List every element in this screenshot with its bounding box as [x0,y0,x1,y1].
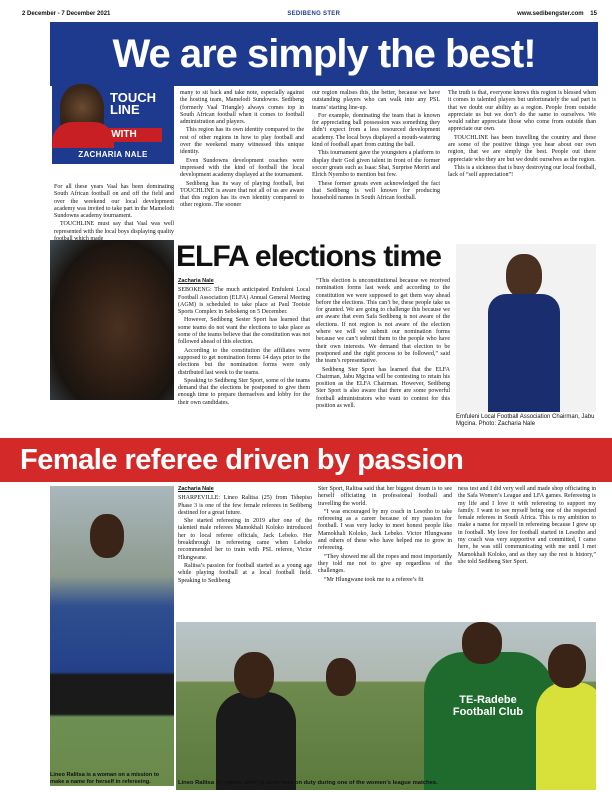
paragraph: Even Sundowns development coaches were impressed with the kind of football the local development academy displayed at the tournament. [180,157,304,179]
website: www.sedibengster.com [517,11,584,17]
paragraph: “I was encouraged by my coach in Lesotho to take refereeing as a career because of my passion for football. I was very lucky to meet honest people like Mamokhali Koloko, Jack Lebeko. Victor Hlungwane and others of these who have helped me to grow in refereeing. [318,508,452,552]
article1-col3 [312,90,440,203]
article1-col4 [448,90,596,181]
issue-date: 2 December - 7 December 2021 [22,11,111,17]
article2-photo-left [50,240,174,400]
article2-photo-right [456,244,596,412]
article3-col3 [458,486,596,567]
article1-col1 [54,184,174,244]
page-header [22,8,597,20]
touchline-column-logo [52,76,174,182]
paragraph: SEBOKENG: The much anticipated Emfuleni Local Football Association (ELFA) Annual General Meeting (AGM) is scheduled to take place at Paul Tootsie Sports Complex in Sebokeng on 5 December. [178,287,310,316]
article2-byline: Zacharia Nale [178,278,214,284]
paragraph: “Mr Hlungwane took me to a referee’s fit [324,576,424,583]
paragraph: Ster Sport, Ralitsa said that her biggest dream is to see herself officiating in professional football and travelling the world. [318,486,452,507]
paragraph: For all these years Vaal has been dominating South African football on and off the field and over the weekend our local development academy was invited to take part in the Mamelodi Sundowns academy tournament. [54,184,174,220]
article1-col2 [180,90,304,211]
article3-caption-left: Lineo Ralitsa is a woman on a mission to make a name for herself in refereeing. [50,772,160,785]
article2-headline: ELFA elections time [176,240,441,273]
paragraph: This tournament gave the youngsters a platform to display their God given talent in front of the former soccer greats such as Isaac Shai, Surprise Moriri and Elrich Nyembo to mention but few. [312,150,440,179]
article2-col2 [316,278,450,411]
page-number: 15 [590,11,597,17]
paragraph: This is a sickness that is busy destroying our local football, lack of “self appreciation”! [448,164,596,179]
article3-banner [0,438,612,482]
paragraph: “They showed me all the ropes and most importantly they told me not to give up regardless of the challenges. [318,553,452,575]
article3-col1 [178,486,312,586]
article3-photo-bottom [176,622,596,790]
article3-caption-bottom: Lineo Ralitsa (in yellow shirt) is seen here on duty during one of the women’s league matches. [178,780,438,786]
touchline-title-2: LINE [110,102,140,117]
paragraph: Sedibeng Ster Sport has learned that the ELFA Chairman, Jabu Mgcina will be contesting to retain his position as the ELFA Chairman. However, Sedibeng Ster Sport is also aware that there are some powerful football administrators who want to contest for this position as well. [316,366,450,410]
paragraph: many to sit back and take note, especially against the hosting team, Mamelodi Sundowns. Sedibeng (formerly Vaal Triangle) always comes top in South African football when it comes to football administration and players. [180,90,304,126]
paragraph: ness test and I did very well and made shop officiating in the Safa Women’s League and LFA games. Refereeing is my life and I love it with refereeing to support my family. I want to see myself being one of the respected female referees in South Africa. This is my ambition to make a name for myself in refereeing because I grew up in football. My love for football started in Lesotho and my coach was very supportive and committed, I came here, he was still communicating with me until I met Mamokhali Koloko, and as they say the rest is history,” she told Sedibeng Ster Sport. [458,486,596,565]
paragraph: For example, dominating the team that is known for appreciating ball possession was something they didn’t expect from a less resourced development academy. The local boys displayed a mouth-watering kind of football apart from cutting the ball. [312,112,440,149]
article2-col1 [178,278,310,408]
paragraph: The truth is that, everyone knows this region is blessed when it comes to talented players but unfortunately the sad part is that we doubt our ability as a region. People from outside appreciate us but we don’t do the same to ourselves. We would rather appreciate those who come from outside than appreciate our own. [448,90,596,133]
paragraph: She started refereeing in 2019 after one of the talented male referees Mamokhali Koloko introduced her to local referee officials, Jack Lebeko. Her breakthrough in refereeing came when Lebeko recommended her to train with PSL referee, Victor Hlungwane. [178,518,312,561]
article3-photo-left [50,486,174,786]
jersey-text: TE-Radebe Football Club [452,694,524,718]
paragraph: However, Sedibeng Sester Sport has learned that some teams do not want the elections to take place as some of the teams believe that the constitution was not followed ahead of this election. [178,317,310,346]
touchline-with: WITH [86,128,162,142]
paragraph: our region realises this, the better, because we have outstanding players who can walk into any PSL teams’ starting line-up. [312,90,440,111]
paragraph: This region has its own identity compared to the rest of other regions in how to play football and over the weekend many witnessed this unique identity. [180,127,304,156]
article3-col2 [318,486,452,585]
paragraph: Ralitsa’s passion for football started as a young age while playing football at a local football field. Speaking to Sedibeng [178,562,312,584]
paragraph: These former greats even acknowledged the fact that Sedibeng is well known for producing household names in South African football. [312,180,440,202]
paragraph: Sedibeng has its way of playing football, but TOUCHLINE is aware that not all of us are aware that this region has its own identity compared to other regions. The sooner [180,180,304,209]
paper-name: SEDIBENG STER [287,11,341,17]
paragraph: “This election is unconstitutional because we received nomination forms last week and according to the constitution we were supposed to get them way ahead before the elections. This can’t be, these people take us for granted. We are going to challenge this because we are aware that even Safa Sedibeng is not aware of the elections. If not region is not aware of the election where we will we submit our nomination forms because we can’t submit them to the people who have their own interests. We demand that election to be postponed and the right process to be followed,” said the team’s representative. [316,278,450,365]
paragraph: Speaking to Sedibeng Ster Sport, some of the teams demand that the elections be postponed to give them enough time to prepare themselves and lobby for the their own candidates. [178,377,310,406]
article3-byline: Zacharia Nale [178,486,214,492]
article3-headline: Female referee driven by passion [20,443,464,476]
paragraph: TOUCHLINE must say that Vaal was well represented with the local boys displaying quality [54,221,174,235]
paragraph: SHARPEVILLE: Lineo Ralitsa (25) from Tshepiso Phase 3 is one of the few female referees in Sedibeng destined for a great future. [178,495,312,516]
touchline-title-1: TOUCH [110,90,156,105]
columnist-name: ZACHARIA NALE [52,148,174,162]
paragraph: According to the constitution the affiliates were supposed to get nomination forms 14 days prior to the elections but the nomination forms were only distributed last week to the teams. [178,347,310,376]
article1-headline: We are simply the best! [112,31,536,76]
paragraph: TOUCHLINE has been travelling the country and these are some of the positive things you hear about our own region, that we are simply the best. People out there appreciate who they are but we doubt ourselves as the region. [448,134,596,163]
article2-photo-caption: Emfuleni Local Football Association Chairman, Jabu Mgcina. Photo: Zacharia Nale [456,414,595,427]
